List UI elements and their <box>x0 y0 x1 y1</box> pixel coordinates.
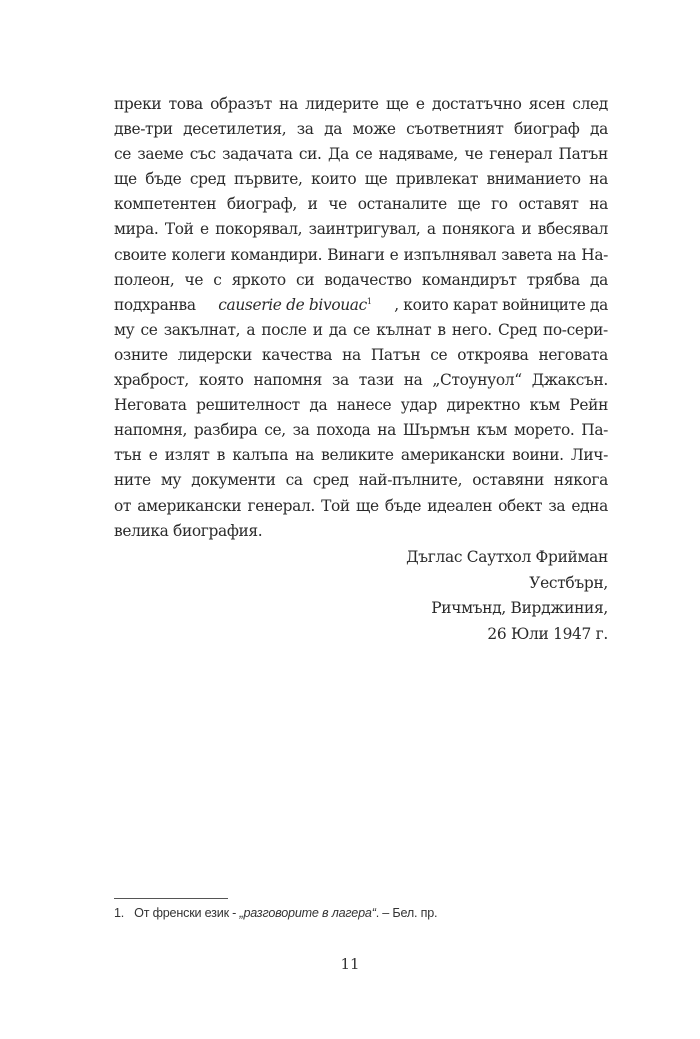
word: за <box>548 496 566 515</box>
word: бъде <box>145 170 182 189</box>
footnote-text: От френски език - <box>134 906 240 920</box>
word: напомня <box>253 371 322 390</box>
word: му <box>114 320 135 339</box>
text-line <box>114 192 608 217</box>
word: биограф, <box>226 195 297 214</box>
word: на <box>342 345 361 364</box>
word: преки <box>114 95 162 113</box>
text-fragment: , които карат войниците да <box>394 295 608 314</box>
word: към <box>529 396 560 415</box>
word: Шърмън <box>402 421 470 440</box>
word: най-пълните, <box>358 471 463 490</box>
word: идеален <box>427 496 492 515</box>
word: американски <box>400 446 505 465</box>
word: задачата <box>222 145 293 164</box>
word: откроява <box>457 345 529 364</box>
word: закълнат, <box>163 320 241 339</box>
text-line <box>114 494 608 519</box>
word: останалите <box>357 195 447 214</box>
word: е <box>148 446 158 465</box>
italic-text: causerie de bivouac <box>218 295 367 314</box>
word: Джаксън. <box>531 371 608 390</box>
word: Рейн <box>569 396 608 415</box>
word: че <box>184 270 204 289</box>
word: ще <box>385 95 409 113</box>
word: се <box>140 320 158 339</box>
word: може <box>352 120 396 139</box>
word: оставят <box>518 195 579 214</box>
word: на <box>279 95 298 113</box>
word: полеон, <box>114 270 175 289</box>
signature-block <box>406 545 608 647</box>
word: понякога <box>442 220 515 239</box>
word: ще <box>114 170 137 189</box>
word: своите <box>114 245 167 264</box>
word: десетилетия, <box>183 120 287 139</box>
word: на <box>377 421 396 440</box>
word: го <box>491 195 508 214</box>
word: обект <box>498 496 543 515</box>
word: после <box>261 320 307 339</box>
word: си <box>295 270 315 289</box>
word: на <box>557 245 577 264</box>
footnote-text: . – Бел. пр. <box>375 906 438 920</box>
text-line <box>114 217 608 242</box>
italic-phrase: causerie de bivouac1 <box>218 293 371 318</box>
word: американски <box>137 496 242 515</box>
word: вниманието <box>486 170 581 189</box>
word: мира. <box>114 220 159 239</box>
word: съответният <box>406 120 504 139</box>
word: генерал. <box>247 496 315 515</box>
word: се <box>353 320 371 339</box>
word: качества <box>261 345 333 364</box>
word: надяваме, <box>378 145 458 164</box>
place-line: Ричмънд, Вирджиния, <box>431 599 608 618</box>
word: „Стоунуол“ <box>432 371 522 390</box>
word: разбира <box>193 421 258 440</box>
word: биограф <box>514 120 580 139</box>
word: че <box>464 145 483 164</box>
word: със <box>189 145 216 164</box>
word: изпълнявал <box>403 245 497 264</box>
text-line <box>114 243 608 268</box>
word: командирът <box>421 270 517 289</box>
word: тън <box>114 446 142 465</box>
word: в <box>437 320 446 339</box>
word: привлекат <box>395 170 478 189</box>
word: две-три <box>114 120 173 139</box>
word: Сред <box>497 320 537 339</box>
word: похода <box>316 421 371 440</box>
word: тази <box>358 371 394 390</box>
word: на <box>295 446 314 465</box>
footnote-divider <box>114 898 228 899</box>
word: и <box>307 195 318 214</box>
word: с <box>213 270 222 289</box>
word: колеги <box>171 245 226 264</box>
text-line <box>114 418 608 443</box>
word: покорявал, <box>215 220 303 239</box>
word: достатъчно <box>431 95 522 113</box>
word: водачество <box>324 270 412 289</box>
text-line <box>114 117 608 142</box>
footnote <box>114 906 437 920</box>
word: Да <box>327 145 349 164</box>
word: На- <box>581 245 608 264</box>
author-name: Дъглас Саутхол Фрийман <box>406 548 608 566</box>
word: която <box>198 371 244 390</box>
word: за <box>331 371 349 390</box>
footnote-italic-text: „разговорите в лагера“ <box>239 906 376 920</box>
word: е <box>389 245 399 264</box>
word: си. <box>298 145 322 164</box>
word: неговата <box>538 345 608 364</box>
word: завета <box>501 245 553 264</box>
text-line <box>114 268 608 293</box>
word: се <box>355 145 373 164</box>
word: се <box>430 345 448 364</box>
word: ните <box>114 471 151 490</box>
word: Лич- <box>570 446 608 465</box>
word: командири. <box>230 245 323 264</box>
word: воини. <box>512 446 564 465</box>
word: в <box>216 446 226 465</box>
word: ще <box>457 195 481 214</box>
word: да <box>324 120 343 139</box>
footnote-number: 1. <box>114 906 125 920</box>
word: бъде <box>384 496 422 515</box>
text-line-with-footnote-ref <box>114 293 608 318</box>
word: че <box>328 195 347 214</box>
word: Той <box>321 496 350 515</box>
word: ще <box>355 496 379 515</box>
text-line <box>114 468 608 493</box>
word: по-сери- <box>542 320 608 339</box>
text-line: велика биография. <box>114 521 263 540</box>
word: заинтригувал, <box>308 220 421 239</box>
word: генерал <box>489 145 553 164</box>
word: за <box>296 120 314 139</box>
word: Той <box>164 220 194 239</box>
word: озните <box>114 345 168 364</box>
word: оставяни <box>472 471 544 490</box>
text-line <box>114 368 608 393</box>
word: великите <box>321 446 394 465</box>
word: и <box>312 320 323 339</box>
word: да <box>589 270 608 289</box>
word: от <box>114 496 132 515</box>
word: кълнат <box>376 320 432 339</box>
word: Неговата <box>114 396 187 415</box>
word: трябва <box>526 270 580 289</box>
word: решителност <box>196 396 300 415</box>
text-line <box>114 443 608 468</box>
word: заеме <box>137 145 184 164</box>
text-line <box>114 167 608 192</box>
word: напомня, <box>114 421 187 440</box>
body-text <box>114 92 608 544</box>
word: някога <box>553 471 608 490</box>
word: а <box>246 320 256 339</box>
word: е <box>415 95 425 113</box>
word: да <box>589 120 608 139</box>
text-line <box>114 318 608 343</box>
text-line <box>114 393 608 418</box>
text-line <box>114 142 608 167</box>
word: първите, <box>234 170 303 189</box>
page-number: 11 <box>340 955 360 973</box>
word: след <box>572 95 608 113</box>
word: яркото <box>231 270 286 289</box>
word: са <box>285 471 303 490</box>
word: удар <box>400 396 437 415</box>
word: вбесявал <box>537 220 608 239</box>
word: е <box>200 220 209 239</box>
word: се <box>114 145 132 164</box>
word: лидерите <box>305 95 379 113</box>
word: него. <box>451 320 492 339</box>
word: и <box>521 220 532 239</box>
word: които <box>311 170 357 189</box>
word: лидерски <box>177 345 252 364</box>
text-line <box>114 92 608 117</box>
word: морето. <box>513 421 575 440</box>
word: храброст, <box>114 371 189 390</box>
word: Винаги <box>327 245 385 264</box>
word: на <box>589 195 608 214</box>
word: Патън <box>370 345 421 364</box>
text-line <box>114 343 608 368</box>
word: ще <box>364 170 388 189</box>
word: му <box>160 471 182 490</box>
place-line: Уестбърн, <box>529 573 608 592</box>
word: на <box>589 170 608 189</box>
word: Па- <box>581 421 608 440</box>
word: да <box>309 396 328 415</box>
word: сред <box>312 471 349 490</box>
date-line: 26 Юли 1947 г. <box>487 624 608 643</box>
word: за <box>292 421 310 440</box>
word: Патън <box>558 145 608 164</box>
word: нанесе <box>336 396 392 415</box>
word: излят <box>164 446 210 465</box>
word: а <box>426 220 436 239</box>
word: сред <box>189 170 226 189</box>
word: се, <box>264 421 286 440</box>
word: компетентен <box>114 195 217 214</box>
word: ясен <box>528 95 566 113</box>
word: образът <box>210 95 272 113</box>
word: на <box>403 371 423 390</box>
text-fragment: подхранва <box>114 295 196 314</box>
word: документи <box>191 471 276 490</box>
word: да <box>328 320 347 339</box>
word: това <box>168 95 203 113</box>
word: директно <box>446 396 521 415</box>
word: към <box>476 421 508 440</box>
word: калъпа <box>232 446 289 465</box>
word: една <box>571 496 608 515</box>
